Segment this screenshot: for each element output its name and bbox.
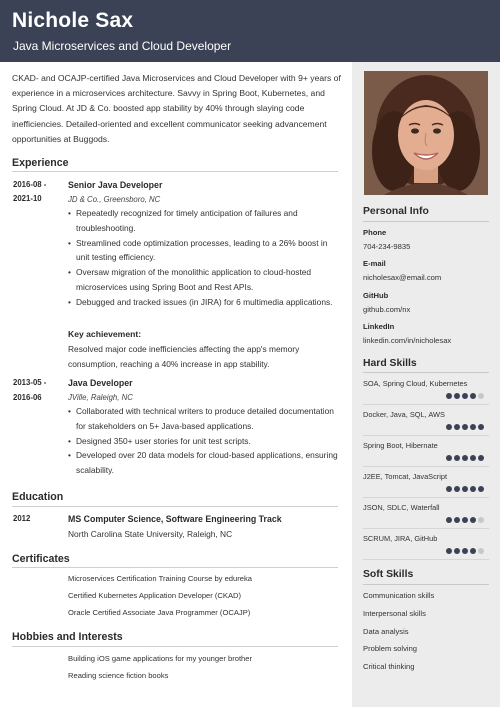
- experience-divider: [12, 171, 338, 172]
- rating-dot-filled: [462, 393, 468, 399]
- list-item: • Streamlined code optimization processes, leading to a 26% boost in unit testing efficiency.: [68, 236, 340, 266]
- github-value[interactable]: github.com/nx: [363, 305, 411, 314]
- education-heading: Education: [12, 491, 64, 503]
- hard-skill-name: SOA, Spring Cloud, Kubernetes: [363, 379, 468, 388]
- rating-dot-empty: [478, 393, 484, 399]
- soft-skills-divider: [363, 584, 489, 585]
- skill-rating: [446, 548, 484, 554]
- hobbies-divider: [12, 646, 338, 647]
- hard-skill-name: JSON, SDLC, Waterfall: [363, 503, 440, 512]
- candidate-name: Nichole Sax: [12, 9, 134, 32]
- rating-dot-filled: [470, 455, 476, 461]
- skill-divider: [363, 404, 489, 405]
- job-2-date-start: 2013-05 -: [13, 378, 47, 387]
- skill-rating: [446, 424, 484, 430]
- list-item: • Debugged and tracked issues (in JIRA) for 6 multimedia applications.: [68, 295, 340, 310]
- job-2-company: JVille, Raleigh, NC: [68, 393, 133, 402]
- summary-text: CKAD- and OCAJP-certified Java Microservices and Cloud Developer with 9+ years of experience in a microservices architecture. Savvy in Spring Boot, Kubernetes, and Spring Cloud. At JD & Co. boosted app stability by 40% through slaying code inefficiencies. Detailed-oriented and excellent communicator seeking advancement opportunities at Buggods.: [12, 73, 341, 144]
- skill-divider: [363, 528, 489, 529]
- job-2-title: Java Developer: [68, 378, 133, 388]
- job-2-date-end: 2016-06: [13, 393, 42, 402]
- soft-skill-item: Interpersonal skills: [363, 609, 426, 618]
- soft-skill-item: Data analysis: [363, 627, 409, 636]
- list-item: • Developed over 20 data models for cloud-based applications, ensuring scalability.: [68, 448, 340, 478]
- job-1-date-start: 2016-08 -: [13, 180, 47, 189]
- rating-dot-filled: [454, 393, 460, 399]
- education-year: 2012: [13, 514, 31, 523]
- rating-dot-empty: [478, 548, 484, 554]
- rating-dot-filled: [470, 548, 476, 554]
- candidate-role: Java Microservices and Cloud Developer: [13, 39, 232, 53]
- hard-skills-divider: [363, 372, 489, 373]
- rating-dot-filled: [462, 424, 468, 430]
- linkedin-label: LinkedIn: [363, 322, 395, 331]
- skill-rating: [446, 393, 484, 399]
- skill-divider: [363, 497, 489, 498]
- list-item: • Repeatedly recognized for timely anticipation of failures and troubleshooting.: [68, 206, 340, 236]
- email-value[interactable]: nicholesax@email.com: [363, 273, 442, 282]
- hard-skill-name: J2EE, Tomcat, JavaScript: [363, 472, 448, 481]
- rating-dot-filled: [454, 517, 460, 523]
- rating-dot-filled: [470, 486, 476, 492]
- soft-skill-item: Critical thinking: [363, 662, 415, 671]
- hard-skill-name: Spring Boot, Hibernate: [363, 441, 438, 450]
- rating-dot-filled: [462, 548, 468, 554]
- rating-dot-filled: [462, 455, 468, 461]
- certificate-item: Microservices Certification Training Course by edureka: [68, 574, 253, 583]
- certificates-divider: [12, 567, 338, 568]
- resume-header: [0, 0, 500, 62]
- rating-dot-filled: [470, 517, 476, 523]
- certificate-item: Certified Kubernetes Application Developer (CKAD): [68, 591, 242, 600]
- skill-divider: [363, 466, 489, 467]
- email-label: E-mail: [363, 259, 386, 268]
- rating-dot-filled: [446, 455, 452, 461]
- skill-divider: [363, 435, 489, 436]
- experience-heading: Experience: [12, 157, 69, 169]
- education-school: North Carolina State University, Raleigh, NC: [68, 529, 233, 539]
- hard-skills-heading: Hard Skills: [363, 358, 417, 369]
- education-divider: [12, 506, 338, 507]
- job-1-bullets: [68, 206, 340, 310]
- job-1-company: JD & Co., Greensboro, NC: [68, 195, 161, 204]
- rating-dot-filled: [454, 424, 460, 430]
- github-label: GitHub: [363, 291, 389, 300]
- list-item: • Designed 350+ user stories for unit test scripts.: [68, 434, 340, 449]
- soft-skill-item: Problem solving: [363, 644, 418, 653]
- education-degree: MS Computer Science, Software Engineering Track: [68, 514, 282, 524]
- hobby-item: Building iOS game applications for my younger brother: [68, 654, 253, 663]
- rating-dot-filled: [454, 486, 460, 492]
- rating-dot-filled: [462, 517, 468, 523]
- rating-dot-filled: [446, 486, 452, 492]
- skill-divider: [363, 559, 489, 560]
- rating-dot-filled: [462, 486, 468, 492]
- certificates-heading: Certificates: [12, 553, 70, 565]
- hobbies-heading: Hobbies and Interests: [12, 631, 123, 643]
- skill-rating: [446, 486, 484, 492]
- job-2-bullets: [68, 404, 340, 478]
- job-1-title: Senior Java Developer: [68, 180, 163, 190]
- personal-info-heading: Personal Info: [363, 206, 429, 217]
- rating-dot-empty: [478, 517, 484, 523]
- certificate-item: Oracle Certified Associate Java Programmer (OCAJP): [68, 608, 251, 617]
- hard-skill-name: Docker, Java, SQL, AWS: [363, 410, 445, 419]
- rating-dot-filled: [454, 548, 460, 554]
- phone-value: 704-234-9835: [363, 242, 411, 251]
- list-item: • Oversaw migration of the monolithic application to cloud-hosted microservices using Spring Boot and Rest APIs.: [68, 265, 340, 295]
- rating-dot-filled: [446, 393, 452, 399]
- job-1-achievement-text: Resolved major code inefficiencies affecting the app's memory consumption, reaching a 40% increase in app stability.: [68, 344, 300, 369]
- rating-dot-filled: [478, 455, 484, 461]
- list-item: • Collaborated with technical writers to produce detailed documentation for stakeholders on 5+ Java-based applications.: [68, 404, 340, 434]
- rating-dot-filled: [470, 424, 476, 430]
- linkedin-value[interactable]: linkedin.com/in/nicholesax: [363, 336, 452, 345]
- phone-label: Phone: [363, 228, 387, 237]
- skill-rating: [446, 455, 484, 461]
- soft-skills-heading: Soft Skills: [363, 569, 414, 580]
- job-1-date-end: 2021-10: [13, 194, 42, 203]
- skill-rating: [446, 517, 484, 523]
- rating-dot-filled: [446, 424, 452, 430]
- job-1-achievement-label: Key achievement:: [68, 329, 142, 339]
- rating-dot-filled: [478, 486, 484, 492]
- hobby-item: Reading science fiction books: [68, 671, 169, 680]
- rating-dot-filled: [454, 455, 460, 461]
- hard-skill-name: SCRUM, JIRA, GitHub: [363, 534, 438, 543]
- rating-dot-filled: [470, 393, 476, 399]
- profile-photo: [364, 71, 488, 195]
- soft-skill-item: Communication skills: [363, 591, 435, 600]
- rating-dot-filled: [478, 424, 484, 430]
- rating-dot-filled: [446, 548, 452, 554]
- personal-info-divider: [363, 221, 489, 222]
- profile-portrait-icon: [364, 71, 488, 195]
- rating-dot-filled: [446, 517, 452, 523]
